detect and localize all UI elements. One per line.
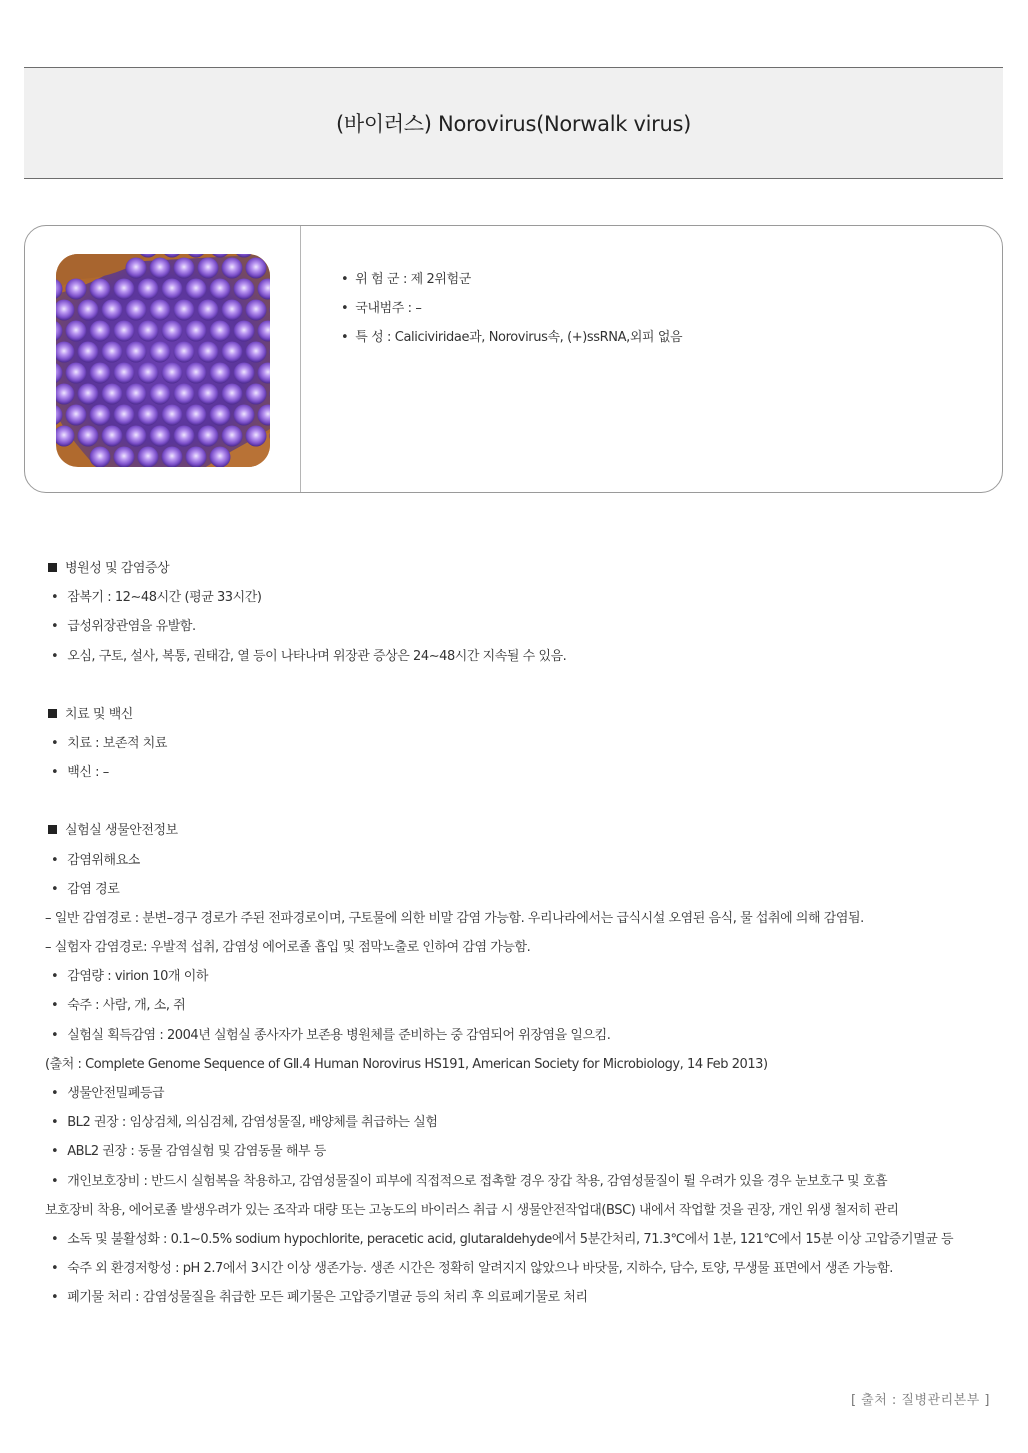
symptoms: • 오심, 구토, 설사, 복통, 권태감, 열 등이 나타나며 위장관 증상은 24∼48시간 지속될 수 있음.: [45, 649, 1005, 665]
virus-particle: [102, 342, 123, 363]
virus-particle: [126, 426, 147, 447]
title-band: [24, 67, 1003, 179]
waste-disposal: • 폐기물 처리 : 감염성물질을 취급한 모든 폐기물은 고압증기멸균 등의 처리 후 의료폐기물로 처리: [45, 1290, 1005, 1306]
virus-particle: [126, 384, 147, 405]
virus-particle: [78, 384, 99, 405]
virus-particle: [114, 279, 135, 300]
virus-particle: [114, 447, 135, 468]
virus-particle: [114, 405, 135, 426]
virus-particle: [162, 279, 183, 300]
virus-particle: [198, 342, 219, 363]
virus-particle: [222, 300, 243, 321]
virus-particle: [126, 342, 147, 363]
virus-particle: [222, 426, 243, 447]
host: • 숙주 : 사람, 개, 소, 쥐: [45, 998, 1005, 1014]
virus-particle: [234, 321, 255, 342]
section-biosafety-heading: 실험실 생물안전정보: [45, 823, 1005, 839]
treatment: • 치료 : 보존적 치료: [45, 736, 1005, 752]
route-general: – 일반 감염경로 : 분변–경구 경로가 주된 전파경로이며, 구토물에 의한 비말 감염 가능함. 우리나라에서는 급식시설 오염된 음식, 물 섭취에 의해 감염됨.: [45, 910, 864, 926]
virus-particle: [210, 363, 231, 384]
ppe-line-2: 보호장비 착용, 에어로졸 발생우려가 있는 조작과 대량 또는 고농도의 바이러스 취급 시 생물안전작업대(BSC) 내에서 작업할 것을 권장, 개인 위생 철저히 관리: [45, 1202, 899, 1218]
virus-particle: [66, 279, 87, 300]
virus-particle: [90, 321, 111, 342]
virus-particle: [90, 279, 111, 300]
info-box: [24, 225, 1003, 493]
virus-particle: [198, 384, 219, 405]
virus-particle: [186, 363, 207, 384]
virus-particle: [90, 363, 111, 384]
virus-particle: [174, 342, 195, 363]
virus-particle: [150, 426, 171, 447]
virus-particle: [78, 300, 99, 321]
virus-particle: [246, 426, 267, 447]
virus-particle: [186, 447, 207, 468]
abl2-recommendation: • ABL2 권장 : 동물 감염실험 및 감염동물 해부 등: [45, 1144, 1005, 1160]
virus-particle: [210, 405, 231, 426]
virus-particle: [174, 258, 195, 279]
virus-particle: [210, 447, 231, 468]
virus-particle: [78, 426, 99, 447]
section-treatment-heading: 치료 및 백신: [45, 707, 1005, 723]
virus-particle: [90, 405, 111, 426]
bl2-recommendation: • BL2 권장 : 임상검체, 의심검체, 감염성물질, 배양체를 취급하는 실험: [45, 1115, 1005, 1131]
virus-particle: [150, 384, 171, 405]
virus-particle: [150, 258, 171, 279]
square-bullet-icon: [48, 825, 57, 834]
virus-particle: [246, 300, 267, 321]
virus-particle: [186, 321, 207, 342]
virus-particle: [138, 447, 159, 468]
info-divider: [300, 226, 301, 492]
ppe-line-1: • 개인보호장비 : 반드시 실험복을 착용하고, 감염성물질이 피부에 직접적으로 접촉할 경우 장갑 착용, 감염성물질이 튈 우려가 있을 경우 눈보호구 및 호흡: [45, 1174, 1005, 1190]
virus-particle: [114, 363, 135, 384]
page-title: (바이러스) Norovirus(Norwalk virus): [335, 112, 692, 136]
domestic-category: • 국내범주 : –: [341, 301, 682, 317]
virus-particle: [138, 363, 159, 384]
norovirus-micrograph: [56, 254, 270, 467]
lab-acquired-infection: • 실험실 획득감염 : 2004년 실험실 종사자가 보존용 병원체를 준비하는 중 감염되어 위장염을 일으킴.: [45, 1028, 1005, 1044]
virus-particle: [246, 342, 267, 363]
info-list: [341, 272, 682, 359]
virus-particle: [138, 405, 159, 426]
virus-particle: [198, 426, 219, 447]
micrograph-svg: [56, 254, 270, 467]
virus-particle: [234, 405, 255, 426]
virus-particle: [210, 279, 231, 300]
section-pathogenicity-heading: 병원성 및 감염증상: [45, 561, 1005, 577]
virus-particle: [90, 447, 111, 468]
characteristics: • 특 성 : Caliciviridae과, Norovirus속, (+)ssRNA,외피 없음: [341, 330, 682, 346]
virus-particle: [126, 258, 147, 279]
virus-particle: [162, 447, 183, 468]
virus-particle: [198, 300, 219, 321]
disinfection: • 소독 및 불활성화 : 0.1∼0.5% sodium hypochlorite, peracetic acid, glutaraldehyde에서 5분간처리, 71.3℃에서 1분, 121℃에서 15분 이상 고압증기멸균 등: [45, 1232, 1005, 1248]
gastroenteritis: • 급성위장관염을 유발함.: [45, 619, 1005, 635]
virus-particle: [222, 342, 243, 363]
virus-particle: [78, 342, 99, 363]
virus-particle: [66, 363, 87, 384]
infectious-dose: • 감염량 : virion 10개 이하: [45, 969, 1005, 985]
virus-particle: [210, 321, 231, 342]
virus-particle: [198, 258, 219, 279]
square-bullet-icon: [48, 709, 57, 718]
containment-level: • 생물안전밀폐등급: [45, 1086, 1005, 1102]
virus-particle: [150, 300, 171, 321]
virus-particle: [126, 300, 147, 321]
route-lab: – 실험자 감염경로: 우발적 섭취, 감염성 에어로졸 흡입 및 점막노출로 인하여 감염 가능함.: [45, 940, 531, 956]
virus-particle: [162, 405, 183, 426]
virus-particle: [186, 279, 207, 300]
hazard-factors: • 감염위해요소: [45, 853, 1005, 869]
virus-particle: [66, 405, 87, 426]
vaccine: • 백신 : –: [45, 765, 1005, 781]
virus-particle: [162, 363, 183, 384]
risk-group: • 위 험 군 : 제 2위험군: [341, 272, 682, 288]
virus-particle: [186, 405, 207, 426]
incubation-period: • 잠복기 : 12∼48시간 (평균 33시간): [45, 590, 1005, 606]
virus-particle: [162, 321, 183, 342]
virus-particle: [114, 321, 135, 342]
virus-particle: [138, 321, 159, 342]
source-footer: [ 출처 : 질병관리본부 ]: [850, 1393, 990, 1408]
virus-particle: [174, 300, 195, 321]
square-bullet-icon: [48, 563, 57, 572]
virus-particle: [222, 384, 243, 405]
citation: (출처 : Complete Genome Sequence of GⅡ.4 Human Norovirus HS191, American Society for Microbiology, 14 Feb 2013): [45, 1056, 768, 1072]
virus-particle: [174, 426, 195, 447]
infection-route: • 감염 경로: [45, 882, 1005, 898]
body-text: [45, 561, 1005, 1320]
environmental-resistance: • 숙주 외 환경저항성 : pH 2.7에서 3시간 이상 생존가능. 생존 시간은 정확히 알려지지 않았으나 바닷물, 지하수, 담수, 토양, 무생물 표면에서 생존 가능함.: [45, 1261, 1005, 1277]
virus-particle: [102, 384, 123, 405]
virus-particle: [246, 384, 267, 405]
virus-particle: [102, 426, 123, 447]
virus-particle: [234, 363, 255, 384]
virus-particle: [102, 300, 123, 321]
virus-particle: [138, 279, 159, 300]
virus-particle: [174, 384, 195, 405]
virus-particle: [66, 321, 87, 342]
virus-particle: [150, 342, 171, 363]
virus-particle: [246, 258, 267, 279]
virus-particle: [222, 258, 243, 279]
virus-particle: [234, 279, 255, 300]
